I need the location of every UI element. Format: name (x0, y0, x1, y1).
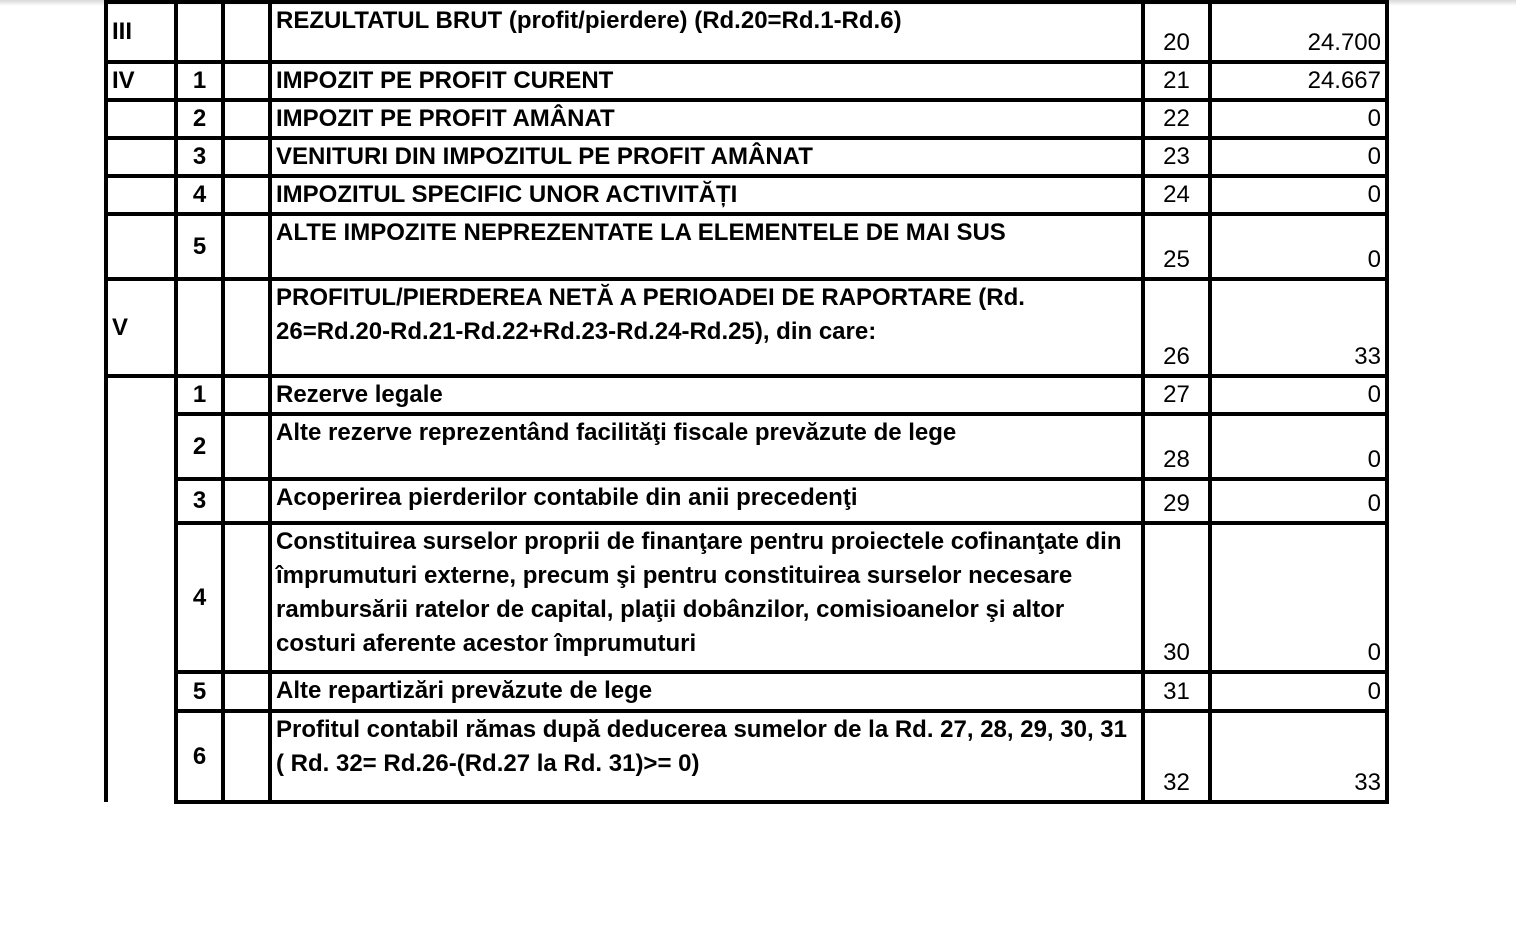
row-code: 21 (1143, 62, 1210, 100)
row-label: REZULTATUL BRUT (profit/pierdere) (Rd.20=Rd.1-Rd.6) (270, 2, 1143, 62)
empty-cell (223, 414, 270, 479)
empty-cell (223, 62, 270, 100)
row-code: 24 (1143, 176, 1210, 214)
row-code: 20 (1143, 2, 1210, 62)
row-value: 0 (1210, 523, 1387, 672)
row-number: 5 (176, 214, 223, 279)
row-number: 6 (176, 711, 223, 802)
empty-cell (223, 376, 270, 414)
row-value: 33 (1210, 711, 1387, 802)
row-value: 24.700 (1210, 2, 1387, 62)
row-label: Acoperirea pierderilor contabile din anii precedenţi (270, 479, 1143, 523)
row-value: 0 (1210, 479, 1387, 523)
row-label: PROFITUL/PIERDEREA NETĂ A PERIOADEI DE RAPORTARE (Rd. 26=Rd.20-Rd.21-Rd.22+Rd.23-Rd.24-Rd.25), din care: (270, 279, 1143, 376)
row-code: 25 (1143, 214, 1210, 279)
table-row (106, 138, 1387, 176)
empty-cell (223, 523, 270, 672)
row-value: 24.667 (1210, 62, 1387, 100)
row-number: 1 (176, 62, 223, 100)
row-code: 29 (1143, 479, 1210, 523)
table-row (106, 479, 1387, 523)
table-row (106, 214, 1387, 279)
table-row (106, 711, 1387, 802)
row-code: 27 (1143, 376, 1210, 414)
empty-cell (223, 100, 270, 138)
table-row (106, 176, 1387, 214)
table-row (106, 100, 1387, 138)
row-code: 31 (1143, 672, 1210, 711)
empty-cell (223, 711, 270, 802)
row-code: 23 (1143, 138, 1210, 176)
row-label: IMPOZITUL SPECIFIC UNOR ACTIVITĂȚI (270, 176, 1143, 214)
roman-numeral (106, 214, 176, 279)
roman-numeral (106, 176, 176, 214)
empty-cell (223, 2, 270, 62)
row-label: VENITURI DIN IMPOZITUL PE PROFIT AMÂNAT (270, 138, 1143, 176)
roman-numeral: IV (106, 62, 176, 100)
row-number: 2 (176, 100, 223, 138)
row-code: 30 (1143, 523, 1210, 672)
roman-numeral (106, 100, 176, 138)
table-row (106, 279, 1387, 376)
table-row (106, 2, 1387, 62)
row-label: IMPOZIT PE PROFIT AMÂNAT (270, 100, 1143, 138)
row-value: 33 (1210, 279, 1387, 376)
row-value: 0 (1210, 176, 1387, 214)
row-label: IMPOZIT PE PROFIT CURENT (270, 62, 1143, 100)
row-number: 3 (176, 479, 223, 523)
row-code: 22 (1143, 100, 1210, 138)
row-number: 2 (176, 414, 223, 479)
row-label: Profitul contabil rămas după deducerea sumelor de la Rd. 27, 28, 29, 30, 31 ( Rd. 32= Rd.26-(Rd.27 la Rd. 31)>= 0) (270, 711, 1143, 802)
empty-cell (223, 279, 270, 376)
row-number: 4 (176, 176, 223, 214)
row-number: 5 (176, 672, 223, 711)
row-value: 0 (1210, 376, 1387, 414)
table-row (106, 523, 1387, 672)
row-value: 0 (1210, 672, 1387, 711)
empty-cell (223, 138, 270, 176)
roman-numeral (106, 138, 176, 176)
table-row (106, 414, 1387, 479)
row-value: 0 (1210, 138, 1387, 176)
row-value: 0 (1210, 414, 1387, 479)
financial-statement-table (104, 0, 1389, 804)
row-label: Alte rezerve reprezentând facilităţi fiscale prevăzute de lege (270, 414, 1143, 479)
row-label: Rezerve legale (270, 376, 1143, 414)
row-value: 0 (1210, 214, 1387, 279)
row-code: 28 (1143, 414, 1210, 479)
row-number (176, 2, 223, 62)
empty-cell (223, 672, 270, 711)
row-label: ALTE IMPOZITE NEPREZENTATE LA ELEMENTELE DE MAI SUS (270, 214, 1143, 279)
row-value: 0 (1210, 100, 1387, 138)
row-number (176, 279, 223, 376)
row-number: 1 (176, 376, 223, 414)
row-label: Constituirea surselor proprii de finanţare pentru proiectele cofinanţate din împrumuturi externe, precum şi pentru constituirea surselor necesare rambursării ratelor de capital, plaţii dobânzilor, comisioanelor şi altor costuri aferente acestor împrumuturi (270, 523, 1143, 672)
row-label: Alte repartizări prevăzute de lege (270, 672, 1143, 711)
roman-numeral: V (106, 279, 176, 376)
empty-cell (223, 479, 270, 523)
table-row (106, 62, 1387, 100)
row-number: 4 (176, 523, 223, 672)
row-code: 26 (1143, 279, 1210, 376)
row-code: 32 (1143, 711, 1210, 802)
row-number: 3 (176, 138, 223, 176)
empty-cell (223, 176, 270, 214)
roman-numeral: III (106, 2, 176, 62)
table-row (106, 376, 1387, 414)
table-row (106, 672, 1387, 711)
roman-numeral (106, 376, 176, 802)
empty-cell (223, 214, 270, 279)
